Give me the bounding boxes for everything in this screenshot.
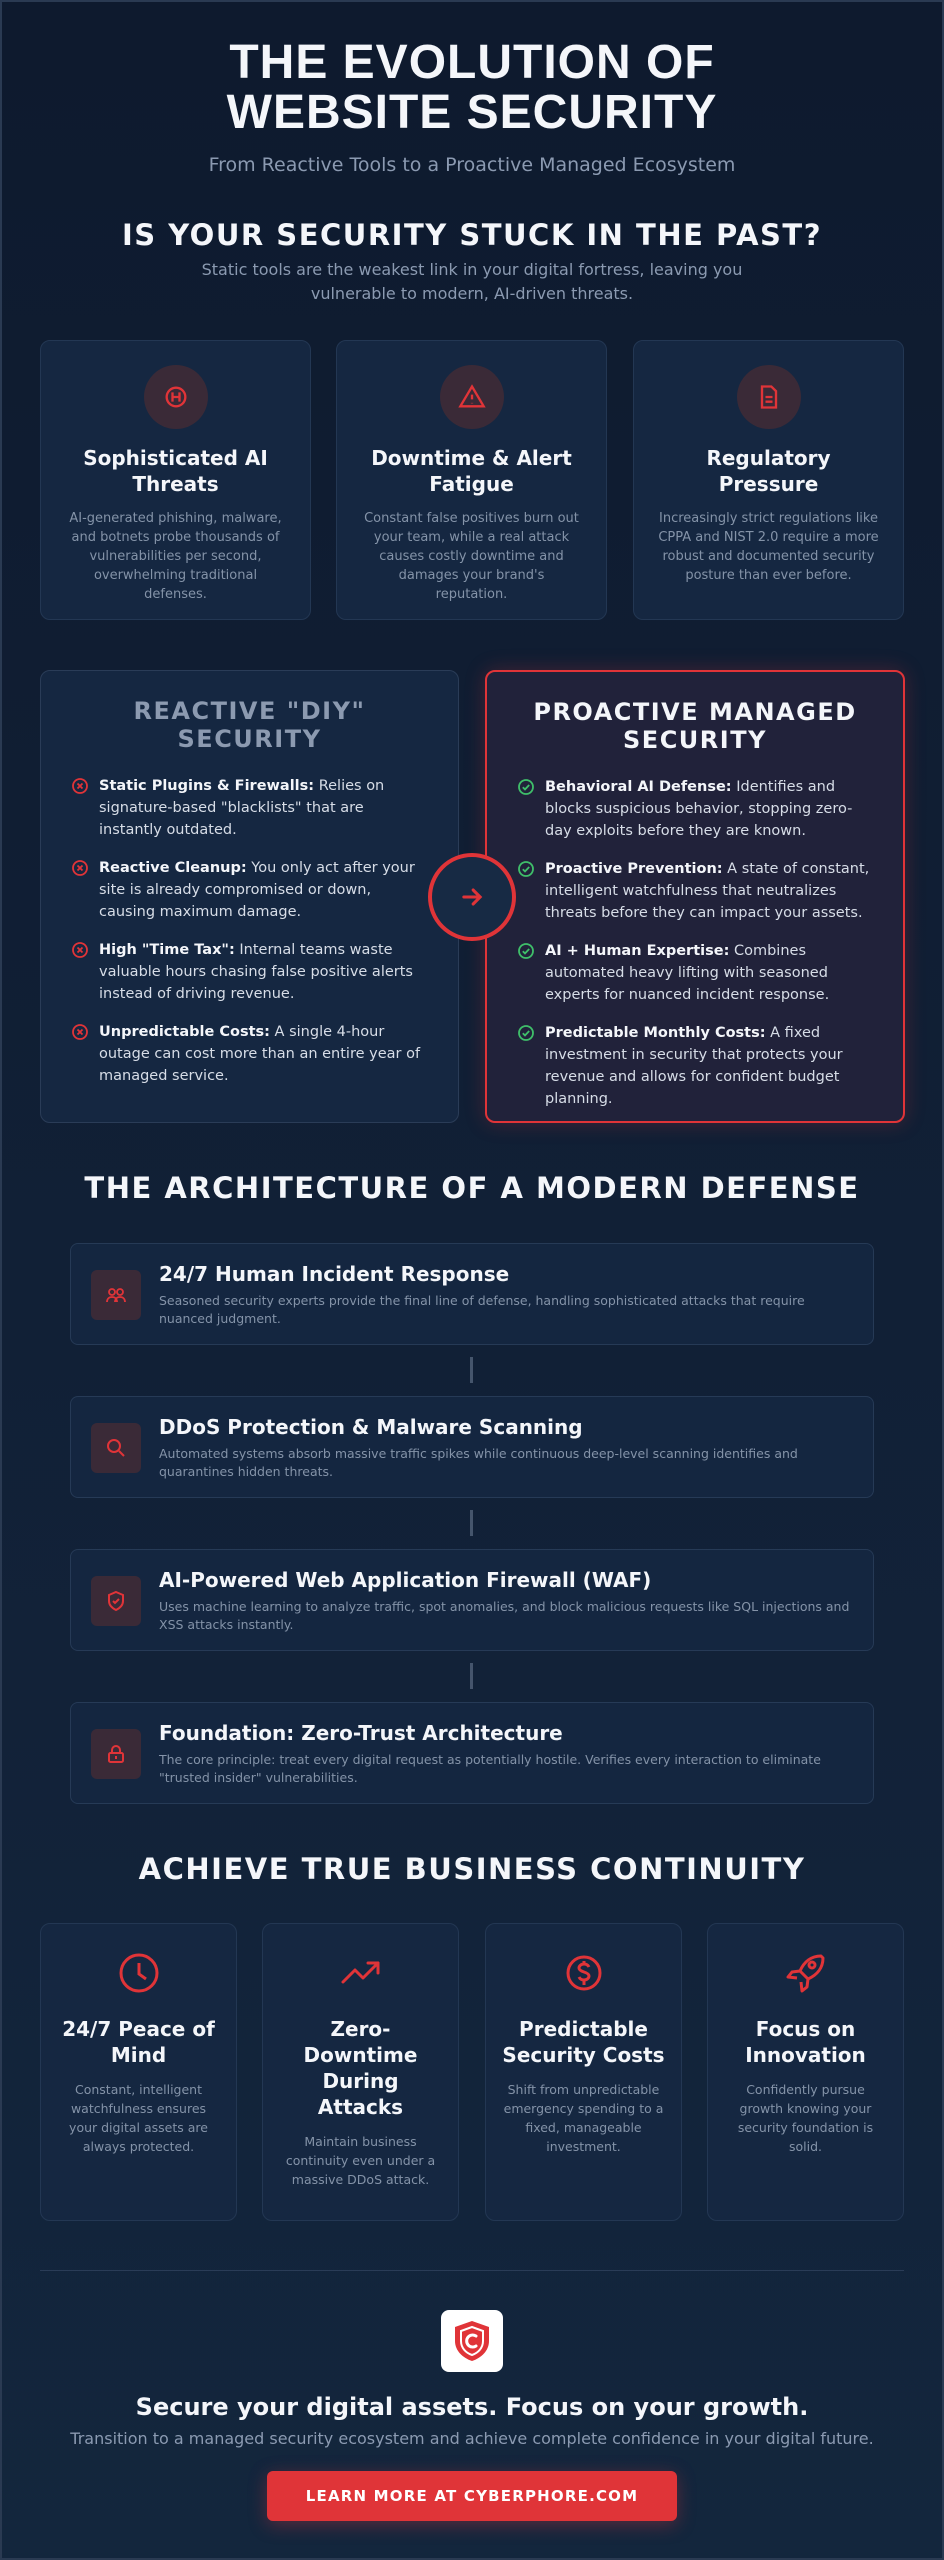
shield-check-icon <box>91 1576 141 1626</box>
list-item <box>71 775 428 841</box>
cta-title: Secure your digital assets. Focus on your growth. <box>135 2393 809 2421</box>
continuity-title: ACHIEVE TRUE BUSINESS CONTINUITY <box>138 1852 806 1886</box>
connector-line <box>470 1357 473 1383</box>
section-divider <box>40 2270 904 2271</box>
people-icon <box>91 1270 141 1320</box>
card-text: Constant false positives burn out your team, while a real attack causes costly downtime and damages your brand's reputation. <box>364 511 579 602</box>
x-circle-icon <box>71 777 89 795</box>
search-icon <box>91 1423 141 1473</box>
arrow-right-icon <box>428 853 516 941</box>
check-circle-icon <box>517 942 535 960</box>
defense-layer <box>70 1396 874 1498</box>
rocket-icon <box>783 1950 829 1996</box>
item-bold: Behavioral AI Defense: <box>545 779 732 795</box>
trending-up-icon <box>338 1950 384 1996</box>
benefit-card <box>262 1923 459 2221</box>
lock-icon <box>91 1729 141 1779</box>
item-text: A state of constant, intelligent watchfulness that neutralizes threats before they can impact your assets. <box>545 861 870 921</box>
item-bold: High "Time Tax": <box>99 942 235 958</box>
title-line-2: WEBSITE SECURITY <box>226 86 718 139</box>
clock-icon <box>116 1950 162 1996</box>
benefit-card <box>485 1923 682 2221</box>
layer-title: Foundation: Zero-Trust Architecture <box>159 1721 563 1745</box>
list-item <box>517 858 873 924</box>
defense-layer <box>70 1549 874 1651</box>
connector-line <box>470 1663 473 1689</box>
card-text: Increasingly strict regulations like CPPA and NIST 2.0 require a more robust and documented security posture than ever before. <box>658 511 879 583</box>
check-circle-icon <box>517 860 535 878</box>
item-bold: Reactive Cleanup: <box>99 860 247 876</box>
architecture-title: THE ARCHITECTURE OF A MODERN DEFENSE <box>84 1171 860 1205</box>
layer-text: Uses machine learning to analyze traffic, spot anomalies, and block malicious requests like SQL injections and XSS attacks instantly. <box>159 1599 850 1632</box>
card-title: Downtime & Alert Fatigue <box>371 446 572 496</box>
item-bold: AI + Human Expertise: <box>545 943 730 959</box>
card-title: Sophisticated AI Threats <box>83 446 268 496</box>
item-text: You only act after your site is already compromised or down, causing maximum damage. <box>99 860 415 920</box>
layer-title: AI-Powered Web Application Firewall (WAF) <box>159 1568 652 1592</box>
reactive-panel <box>40 670 459 1123</box>
learn-more-button[interactable]: LEARN MORE AT CYBERPHORE.COM <box>267 2471 677 2521</box>
check-circle-icon <box>517 1024 535 1042</box>
regulatory-card <box>633 340 904 620</box>
hero <box>0 38 944 176</box>
x-circle-icon <box>71 1023 89 1041</box>
layer-text: The core principle: treat every digital request as potentially hostile. Verifies every interaction to eliminate "trusted insider" vulnerabilities. <box>159 1752 821 1785</box>
benefit-title: Predictable Security Costs <box>502 2017 665 2067</box>
list-item <box>517 940 873 1006</box>
benefit-title: 24/7 Peace of Mind <box>62 2017 215 2067</box>
x-circle-icon <box>71 941 89 959</box>
item-text: Combines automated heavy lifting with seasoned experts for nuanced incident response. <box>545 943 830 1003</box>
item-bold: Predictable Monthly Costs: <box>545 1025 766 1041</box>
proactive-title: PROACTIVE MANAGED SECURITY <box>533 698 857 754</box>
item-text: Identifies and blocks suspicious behavior, stopping zero-day exploits before they are known. <box>545 779 853 839</box>
item-text: A fixed investment in security that protects your revenue and allows for confident budget planning. <box>545 1025 843 1107</box>
card-title: Regulatory Pressure <box>706 446 831 496</box>
card-text: AI-generated phishing, malware, and botnets probe thousands of vulnerabilities per second, overwhelming traditional defenses. <box>69 511 282 602</box>
item-bold: Proactive Prevention: <box>545 861 723 877</box>
warning-icon <box>440 365 504 429</box>
cyberphore-shield-logo <box>441 2310 503 2372</box>
benefit-text: Shift from unpredictable emergency spending to a fixed, manageable investment. <box>503 2082 664 2154</box>
benefit-title: Focus on Innovation <box>745 2017 866 2067</box>
benefit-card <box>707 1923 904 2221</box>
dollar-icon <box>561 1950 607 1996</box>
item-bold: Unpredictable Costs: <box>99 1024 270 1040</box>
list-item <box>517 776 873 842</box>
benefit-card <box>40 1923 237 2221</box>
list-item <box>71 857 428 923</box>
cta-subtitle: Transition to a managed security ecosystem and achieve complete confidence in your digital future. <box>70 2429 874 2448</box>
layer-text: Automated systems absorb massive traffic spikes while continuous deep-level scanning identifies and quarantines hidden threats. <box>159 1446 798 1479</box>
threat-card <box>40 340 311 620</box>
benefit-title: Zero-Downtime During Attacks <box>303 2017 418 2119</box>
list-item <box>71 1021 428 1087</box>
defense-layer <box>70 1702 874 1804</box>
document-icon <box>737 365 801 429</box>
benefit-text: Constant, intelligent watchfulness ensures your digital assets are always protected. <box>69 2082 208 2154</box>
item-text: Relies on signature-based "blacklists" that are instantly outdated. <box>99 778 385 838</box>
page-title <box>0 38 944 138</box>
list-item <box>517 1022 873 1110</box>
item-text: A single 4-hour outage can cost more than an entire year of managed service. <box>99 1024 421 1084</box>
proactive-panel <box>485 670 905 1123</box>
page-subtitle: From Reactive Tools to a Proactive Managed Ecosystem <box>208 154 736 176</box>
benefit-text: Confidently pursue growth knowing your security foundation is solid. <box>737 2082 874 2154</box>
reactive-title: REACTIVE "DIY" SECURITY <box>133 697 366 753</box>
layer-title: DDoS Protection & Malware Scanning <box>159 1415 583 1439</box>
benefit-text: Maintain business continuity even under a massive DDoS attack. <box>285 2134 436 2187</box>
layer-title: 24/7 Human Incident Response <box>159 1262 510 1286</box>
problem-title: IS YOUR SECURITY STUCK IN THE PAST? <box>121 218 823 252</box>
connector-line <box>470 1510 473 1536</box>
x-circle-icon <box>71 859 89 877</box>
list-item <box>71 939 428 1005</box>
brain-icon <box>144 365 208 429</box>
item-text: Internal teams waste valuable hours chasing false positive alerts instead of driving revenue. <box>99 942 413 1002</box>
problem-description: Static tools are the weakest link in your digital fortress, leaving you vulnerable to modern, AI-driven threats. <box>201 260 743 303</box>
downtime-card <box>336 340 607 620</box>
check-circle-icon <box>517 778 535 796</box>
layer-text: Seasoned security experts provide the final line of defense, handling sophisticated attacks that require nuanced judgment. <box>159 1293 805 1326</box>
item-bold: Static Plugins & Firewalls: <box>99 778 315 794</box>
title-line-1: THE EVOLUTION OF <box>229 36 715 89</box>
defense-layer <box>70 1243 874 1345</box>
